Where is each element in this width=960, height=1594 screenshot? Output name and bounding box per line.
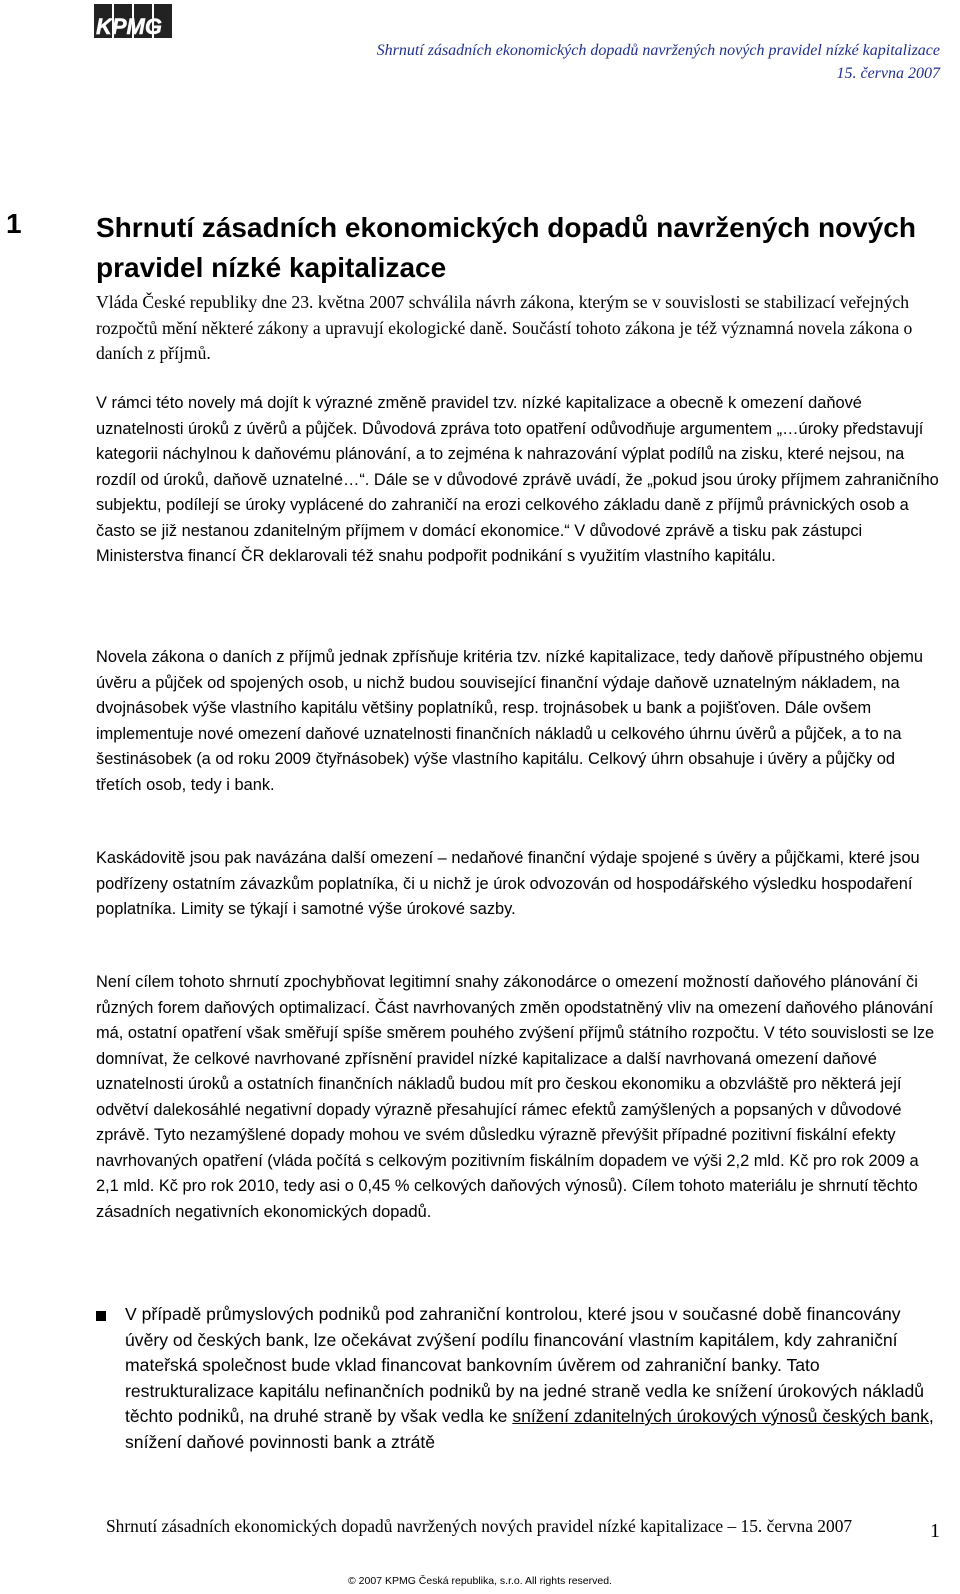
footer-text: Shrnutí zásadních ekonomických dopadů navržených nových pravidel nízké kapitalizace – 15. června 2007: [106, 1516, 853, 1536]
page-number: 1: [930, 1520, 940, 1542]
bullet-paragraph: [125, 1302, 942, 1455]
logo-text: KPMG: [96, 14, 162, 38]
paragraph-impacts: Není cílem tohoto shrnutí zpochybňovat legitimní snahy zákonodárce o omezení možností daňového plánování či různých forem daňových optimalizací. Část navrhovaných změn opodstatněný vliv na omezení daňového plánování má, ostatní opatření však směřují spíše směrem pouhého zvýšení příjmů státního rozpočtu. V této souvislosti se lze domnívat, že celkové navrhované zpřísnění pravidel nízké kapitalizace a další navrhovaná omezení daňové uznatelnosti úroků a ostatních finančních nákladů budou mít pro českou ekonomiku a obzvláště pro některá její odvětví dalekosáhlé negativní dopady výrazně přesahující rámec efektů zamýšlených a popsaných v důvodové zprávě. Tyto nezamýšlené dopady mohou ve svém důsledku výrazně převýšit případné pozitivní fiskální efekty navrhovaných opatření (vláda počítá s celkovým pozitivním fiskálním dopadem ve výši 2,2 mld. Kč pro rok 2009 a 2,1 mld. Kč pro rok 2010, tedy asi o 0,45 % celkových daňových výnosů). Cílem tohoto materiálu je shrnutí těchto zásadních negativních ekonomických dopadů.: [96, 973, 935, 1221]
bullet-square-icon: [96, 1311, 106, 1321]
header-date: 15. června 2007: [836, 65, 940, 82]
copyright-notice: © 2007 KPMG Česká republika, s.r.o. All rights reserved.: [348, 1575, 612, 1587]
bullet-underlined-text: snížení zdanitelných úrokových výnosů českých bank: [512, 1406, 929, 1426]
kpmg-logo: [94, 4, 184, 38]
paragraph-intro: Vláda České republiky dne 23. května 2007 schválila návrh zákona, kterým se v souvislosti se stabilizací veřejných rozpočtů mění některé zákony a upravují ekologické daně. Součástí tohoto zákona je též významná novela zákona o daních z příjmů.: [96, 292, 913, 363]
paragraph-limits: Kaskádovitě jsou pak navázána další omezení – nedaňové finanční výdaje spojené s úvěry a půjčkami, které jsou podřízeny ostatním závazkům poplatníka, či u nichž je úrok odvozován od hospodářského výsledku hospodaření poplatníka. Limity se týkají i samotné výše úrokové sazby.: [96, 849, 920, 918]
section-heading: Shrnutí zásadních ekonomických dopadů navržených nových pravidel nízké kapitalizace: [96, 212, 916, 283]
heading-number: 1: [6, 208, 22, 239]
paragraph-motivation: V rámci této novely má dojít k výrazné změně pravidel tzv. nízké kapitalizace a obecně k omezení daňové uznatelnosti úroků z úvěrů a půjček. Důvodová zpráva toto opatření odůvodňuje argumentem „…úroky představují kategorii náchylnou k daňovému plánování, a to zejména k nahrazování výplat podílů na zisku, které nejsou, na rozdíl od úroků, daňově uznatelné…“. Dále se v důvodové zprávě uvádí, že „pokud jsou úroky příjmem zahraničního subjektu, podílejí se úroky vyplácené do zahraničí na erozi celkového základu daně z příjmů právnických osob a často se již nestanou zdanitelným příjmem v domácí ekonomice.“ V důvodové zprávě a tisku pak zástupci Ministerstva financí ČR deklarovali též snahu podpořit podnikání s využitím vlastního kapitálu.: [96, 394, 939, 565]
paragraph-novela: Novela zákona o daních z příjmů jednak zpřísňuje kritéria tzv. nízké kapitalizace, tedy daňově přípustného objemu úvěru a půjček od spojených osob, u nichž budou související finanční výdaje daňově uznatelným nákladem, na dvojnásobek výše vlastního kapitálu většiny poplatníků, resp. trojnásobek u bank a pojišťoven. Dále ovšem implementuje nové omezení daňové uznatelnosti finančních nákladů u celkového úhrnu úvěrů a půjček, a to na šestinásobek (a od roku 2009 čtyřnásobek) výše vlastního kapitálu. Celkový úhrn obsahuje i úvěry a půjčky od třetích osob, tedy i bank.: [96, 648, 923, 794]
header-title: Shrnutí zásadních ekonomických dopadů navržených nových pravidel nízké kapitalizace: [376, 42, 940, 59]
bullet-text-before: V případě průmyslových podniků pod zahraniční kontrolou, které jsou v současné době financovány úvěry od českých bank, lze očekávat zvýšení podílu financování vlastním kapitálem, kdy zahraniční mateřská společnost bude vklad financovat bankovním úvěrem od zahraniční banky. Tato restrukturalizace kapitálu nefinančních podniků by na jedné straně vedla ke snížení úrokových nákladů těchto podniků, na druhé straně by však vedla ke: [125, 1304, 925, 1426]
bullet-text-after: , snížení daňové povinnosti bank a ztrátě: [125, 1406, 934, 1452]
